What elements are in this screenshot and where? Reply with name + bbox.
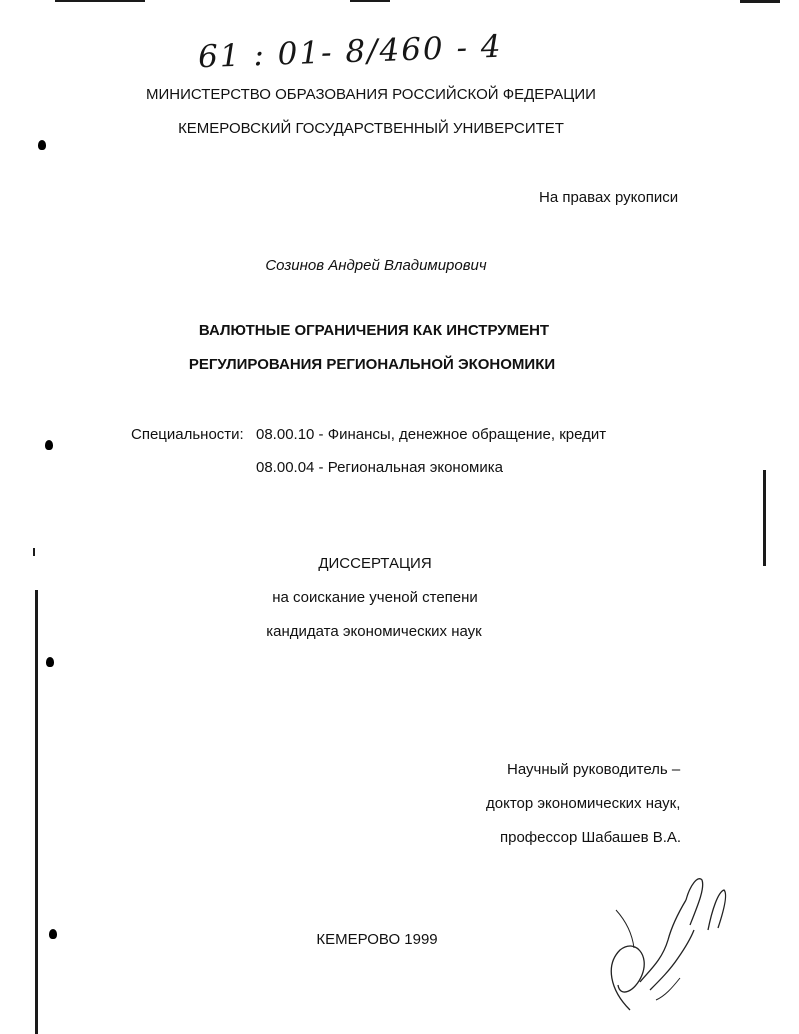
supervisor-role: Научный руководитель – — [507, 761, 681, 778]
city-year: КЕМЕРОВО 1999 — [316, 931, 438, 948]
ministry-heading: МИНИСТЕРСТВО ОБРАЗОВАНИЯ РОССИЙСКОЙ ФЕДЕРАЦИИ — [146, 86, 596, 103]
top-edge-mark — [740, 0, 780, 3]
right-edge-line — [763, 470, 766, 566]
supervisor-name: профессор Шабашев В.А. — [500, 829, 682, 846]
left-margin-line — [35, 590, 38, 1034]
university-heading: КЕМЕРОВСКИЙ ГОСУДАРСТВЕННЫЙ УНИВЕРСИТЕТ — [178, 120, 564, 137]
binding-hole-mark — [45, 440, 53, 450]
specialty-item: 08.00.04 - Региональная экономика — [256, 459, 503, 476]
top-edge-mark — [55, 0, 145, 2]
thesis-title-line-1: ВАЛЮТНЫЕ ОГРАНИЧЕНИЯ КАК ИНСТРУМЕНТ — [198, 322, 550, 339]
dissertation-type: ДИССЕРТАЦИЯ — [318, 555, 432, 572]
manuscript-note: На правах рукописи — [539, 189, 679, 206]
author-name: Созинов Андрей Владимирович — [265, 257, 487, 274]
specialty-item: 08.00.10 - Финансы, денежное обращение, кредит — [256, 426, 607, 443]
degree-purpose-line-2: кандидата экономических наук — [266, 623, 482, 640]
binding-hole-mark — [49, 929, 57, 939]
supervisor-degree: доктор экономических наук, — [486, 795, 681, 812]
binding-hole-mark — [46, 657, 54, 667]
top-edge-mark — [350, 0, 390, 2]
degree-purpose-line-1: на соискание ученой степени — [272, 589, 478, 606]
left-margin-tick — [33, 548, 35, 556]
archive-code: 61 : 01- 8/460 - 4 — [197, 28, 504, 76]
thesis-title-line-2: РЕГУЛИРОВАНИЯ РЕГИОНАЛЬНОЙ ЭКОНОМИКИ — [188, 356, 556, 373]
binding-hole-mark — [38, 140, 46, 150]
specialties-label: Специальности: — [131, 426, 244, 443]
supervisor-signature — [590, 870, 770, 1020]
